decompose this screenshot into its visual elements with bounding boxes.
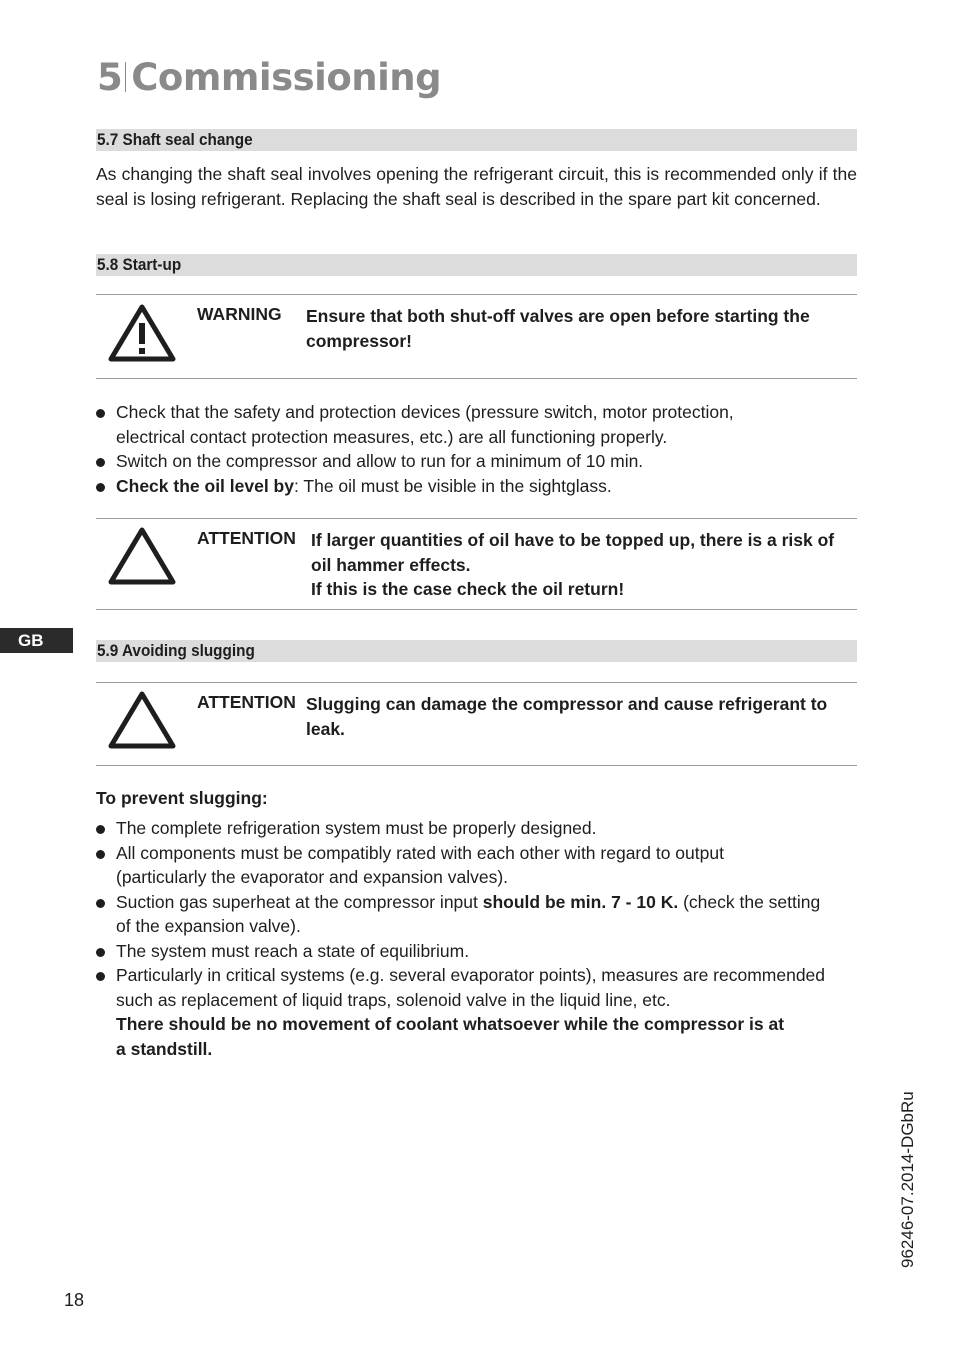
section-5-8-header — [96, 254, 857, 276]
list-item: The complete refrigeration system must be properly designed. — [96, 816, 856, 841]
attention-2-text — [306, 692, 851, 741]
attention-1-label: ATTENTION — [197, 528, 296, 548]
warning-text-line1: Ensure that both shut-off valves are open before starting the — [306, 306, 810, 326]
attention-1-line1: If larger quantities of oil have to be topped up, there is a risk of — [311, 530, 835, 550]
attention-1-top-rule — [96, 518, 857, 519]
attention-1-line3: If this is the case check the oil return! — [311, 579, 625, 599]
page-number: 18 — [64, 1290, 85, 1310]
section-5-9-header — [96, 640, 857, 662]
attention-2-line2: leak. — [306, 718, 345, 739]
attention-1-bottom-rule — [96, 609, 857, 610]
superheat-bold: should be min. 7 - 10 K. — [482, 891, 679, 912]
oil-level-bold: Check the oil level by — [116, 475, 294, 496]
list-item: Check the oil level by: The oil must be visible in the sightglass. — [96, 474, 856, 499]
slugging-prevention-list — [96, 816, 856, 1061]
exclamation-triangle-icon — [108, 303, 176, 363]
list-item: Suction gas superheat at the compressor input should be min. 7 - 10 K. (check the setting of the expansion valve). — [96, 890, 856, 939]
list-item: Particularly in critical systems (e.g. several evaporator points), measures are recommended such as replacement of liquid traps, solenoid valve in the liquid line, etc. There should be no movement of coolant whatsoever while the compressor is at a standstill. — [96, 963, 856, 1061]
coolant-warning-line2: a standstill. — [116, 1038, 213, 1059]
list-item: All components must be compatibly rated with each other with regard to output (particularly the evaporator and expansion valves). — [96, 841, 856, 890]
section-5-9-heading: 5.9 Avoiding slugging — [97, 641, 255, 660]
chapter-title — [97, 56, 441, 99]
list-item: Check that the safety and protection devices (pressure switch, motor protection, electrical contact protection measures, etc.) are all functioning properly. — [96, 400, 806, 449]
prevent-slugging-subheading: To prevent slugging: — [96, 788, 268, 808]
warning-text-line2: compressor! — [306, 330, 413, 351]
document-reference: 96246-07.2014-DGbRu — [898, 1091, 917, 1268]
warning-text — [306, 304, 851, 353]
attention-2-top-rule — [96, 682, 857, 683]
attention-2-line1: Slugging can damage the compressor and cause refrigerant to — [306, 694, 828, 714]
section-5-7-heading: 5.7 Shaft seal change — [97, 130, 253, 149]
attention-1-line2: oil hammer effects. — [311, 554, 471, 575]
warning-label: WARNING — [197, 304, 282, 324]
section-5-7-paragraph: As changing the shaft seal involves opening the refrigerant circuit, this is recommended only if the seal is losing refrigerant. Replacing the shaft seal is described in the spare part kit concerned. — [96, 164, 857, 209]
section-5-7-header — [96, 129, 857, 151]
section-5-8-heading: 5.8 Start-up — [97, 255, 182, 274]
title-separator — [125, 62, 126, 92]
attention-2-label: ATTENTION — [197, 692, 296, 712]
chapter-number: 5 — [97, 56, 123, 99]
triangle-icon — [108, 526, 176, 586]
coolant-warning-line1: There should be no movement of coolant whatsoever while the compressor is at — [116, 1014, 785, 1034]
attention-2-bottom-rule — [96, 765, 857, 766]
list-item: The system must reach a state of equilibrium. — [96, 939, 856, 964]
startup-checklist — [96, 400, 856, 498]
warning-top-rule — [96, 294, 857, 295]
attention-1-text — [311, 528, 851, 602]
chapter-name: Commissioning — [131, 56, 442, 99]
triangle-icon — [108, 690, 176, 750]
list-item: Switch on the compressor and allow to run for a minimum of 10 min. — [96, 449, 856, 474]
language-tab: GB — [0, 628, 73, 653]
warning-bottom-rule — [96, 378, 857, 379]
